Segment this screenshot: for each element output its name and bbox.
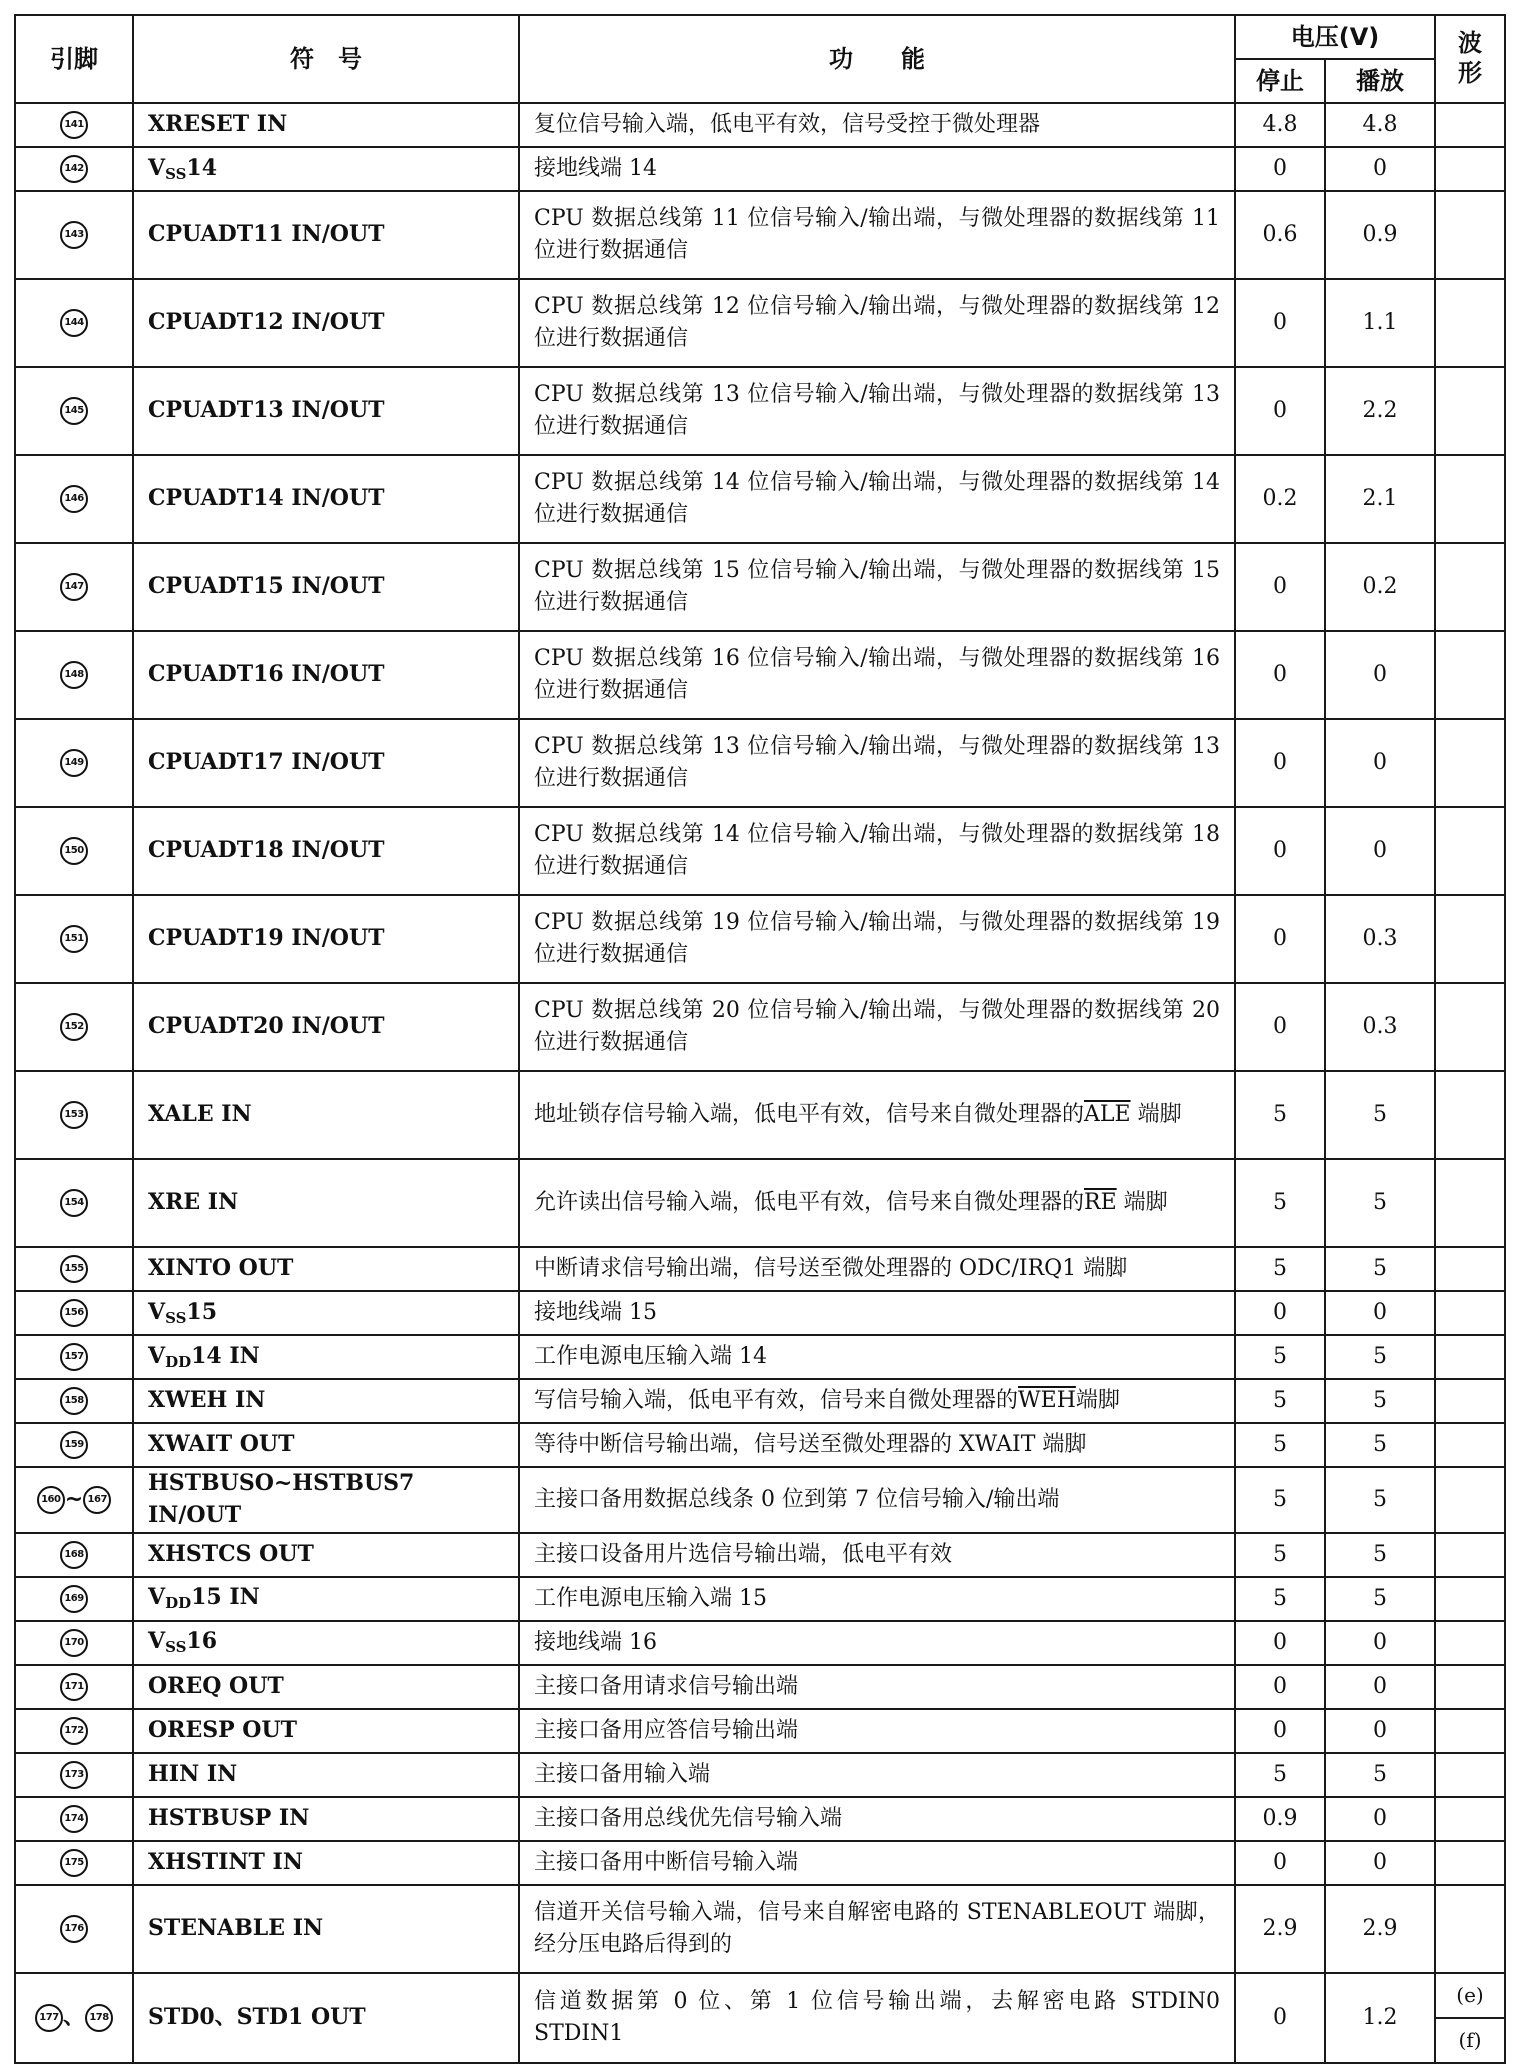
voltage-play-cell: 5 — [1325, 1423, 1435, 1467]
voltage-play-cell: 0 — [1325, 1797, 1435, 1841]
table-row — [15, 895, 1505, 983]
pin-number: 168 — [60, 1541, 88, 1569]
pin-cell — [15, 191, 133, 279]
header-wave-text: 波形 — [1458, 28, 1483, 87]
voltage-stop-cell: 0 — [1235, 1621, 1325, 1665]
waveform-cell — [1435, 1665, 1505, 1709]
table-row — [15, 1665, 1505, 1709]
function-cell: 主接口设备用片选信号输出端，低电平有效 — [519, 1533, 1235, 1577]
voltage-play-cell: 1.2 — [1325, 1973, 1435, 2063]
pin-number: 172 — [60, 1717, 88, 1745]
pin-cell — [15, 1885, 133, 1973]
voltage-stop-cell: 5 — [1235, 1071, 1325, 1159]
pin-function-table — [14, 14, 1506, 2064]
table-row — [15, 1885, 1505, 1973]
pin-number: 141 — [60, 111, 88, 139]
waveform-cell — [1435, 1379, 1505, 1423]
pin-cell — [15, 147, 133, 191]
waveform-cell — [1435, 1753, 1505, 1797]
header-row-1 — [15, 15, 1505, 59]
waveform-cell — [1435, 279, 1505, 367]
voltage-stop-cell: 0 — [1235, 895, 1325, 983]
symbol-prefix: V — [148, 1298, 166, 1325]
waveform-cell — [1435, 631, 1505, 719]
symbol-cell: CPUADT16 IN/OUT — [133, 631, 519, 719]
pin-number: 176 — [60, 1915, 88, 1943]
function-cell: 信道开关信号输入端，信号来自解密电路的 STENABLEOUT 端脚，经分压电路后得到的 — [519, 1885, 1235, 1973]
waveform-cell — [1435, 1291, 1505, 1335]
pin-cell — [15, 1291, 133, 1335]
table-row — [15, 1709, 1505, 1753]
waveform-cell — [1435, 1423, 1505, 1467]
table-row — [15, 1797, 1505, 1841]
pin-cell — [15, 1159, 133, 1247]
waveform-cell — [1435, 1247, 1505, 1291]
symbol-suffix: 14 IN — [191, 1342, 260, 1369]
symbol-cell: STENABLE IN — [133, 1885, 519, 1973]
table-row — [15, 1973, 1505, 2063]
pin-number: 173 — [60, 1761, 88, 1789]
voltage-play-cell: 0 — [1325, 631, 1435, 719]
pin-cell — [15, 719, 133, 807]
voltage-stop-cell: 0 — [1235, 367, 1325, 455]
voltage-stop-cell: 0 — [1235, 279, 1325, 367]
table-row — [15, 1335, 1505, 1379]
pin-number: 148 — [60, 661, 88, 689]
function-cell: CPU 数据总线第 19 位信号输入/输出端，与微处理器的数据线第 19 位进行数据通信 — [519, 895, 1235, 983]
table-body — [15, 103, 1505, 2063]
voltage-play-cell: 0 — [1325, 1665, 1435, 1709]
voltage-stop-cell: 0 — [1235, 983, 1325, 1071]
function-text-tail: 端脚 — [1075, 1388, 1120, 1414]
pin-cell — [15, 983, 133, 1071]
voltage-stop-cell: 5 — [1235, 1533, 1325, 1577]
voltage-stop-cell: 0 — [1235, 1841, 1325, 1885]
table-row — [15, 191, 1505, 279]
symbol-cell: CPUADT15 IN/OUT — [133, 543, 519, 631]
function-cell: CPU 数据总线第 11 位信号输入/输出端，与微处理器的数据线第 11 位进行数据通信 — [519, 191, 1235, 279]
table-row — [15, 103, 1505, 147]
function-overlined-pin: $\overline{RE}$ — [1084, 1190, 1117, 1216]
function-text-tail: 端脚 — [1130, 1102, 1182, 1128]
pin-number: 151 — [60, 925, 88, 953]
function-cell: 主接口备用请求信号输出端 — [519, 1665, 1235, 1709]
waveform-ref-f: (f) — [1458, 2027, 1482, 2052]
voltage-stop-cell: 0 — [1235, 1291, 1325, 1335]
pin-number: 142 — [60, 155, 88, 183]
symbol-cell: XINTO OUT — [133, 1247, 519, 1291]
voltage-play-cell: 5 — [1325, 1247, 1435, 1291]
voltage-play-cell: 5 — [1325, 1379, 1435, 1423]
pin-number: 144 — [60, 309, 88, 337]
pin-range-separator: 、 — [62, 2004, 85, 2030]
function-cell: CPU 数据总线第 14 位信号输入/输出端，与微处理器的数据线第 14 位进行数据通信 — [519, 455, 1235, 543]
symbol-cell: CPUADT20 IN/OUT — [133, 983, 519, 1071]
table-row — [15, 1071, 1505, 1159]
pin-cell — [15, 367, 133, 455]
voltage-play-cell: 5 — [1325, 1753, 1435, 1797]
function-cell: 复位信号输入端，低电平有效，信号受控于微处理器 — [519, 103, 1235, 147]
pin-cell — [15, 1533, 133, 1577]
waveform-ref-e: (e) — [1436, 1974, 1504, 2019]
symbol-suffix: 14 — [186, 154, 218, 181]
voltage-play-cell: 5 — [1325, 1533, 1435, 1577]
pin-cell — [15, 807, 133, 895]
table-row — [15, 455, 1505, 543]
function-cell: 主接口备用中断信号输入端 — [519, 1841, 1235, 1885]
voltage-stop-cell: 4.8 — [1235, 103, 1325, 147]
table-row — [15, 1753, 1505, 1797]
symbol-cell: XALE IN — [133, 1071, 519, 1159]
pin-cell — [15, 1797, 133, 1841]
table-row — [15, 1621, 1505, 1665]
symbol-cell: CPUADT14 IN/OUT — [133, 455, 519, 543]
waveform-cell — [1435, 1071, 1505, 1159]
header-play: 播放 — [1325, 59, 1435, 103]
waveform-cell — [1435, 191, 1505, 279]
symbol-cell: HIN IN — [133, 1753, 519, 1797]
waveform-cell — [1435, 1885, 1505, 1973]
table-row — [15, 631, 1505, 719]
function-cell: 主接口备用输入端 — [519, 1753, 1235, 1797]
header-pin: 引脚 — [15, 15, 133, 103]
pin-number: 154 — [60, 1189, 88, 1217]
table-row — [15, 983, 1505, 1071]
pin-cell — [15, 1621, 133, 1665]
waveform-cell — [1435, 1973, 1505, 2063]
waveform-cell — [1435, 1709, 1505, 1753]
function-cell: 接地线端 14 — [519, 147, 1235, 191]
function-overlined-pin: $\overline{WEH}$ — [1018, 1388, 1076, 1414]
pin-cell — [15, 1247, 133, 1291]
voltage-stop-cell: 5 — [1235, 1753, 1325, 1797]
pin-number: 145 — [60, 397, 88, 425]
pin-cell — [15, 103, 133, 147]
function-cell: CPU 数据总线第 13 位信号输入/输出端，与微处理器的数据线第 13 位进行数据通信 — [519, 367, 1235, 455]
voltage-stop-cell: 0 — [1235, 543, 1325, 631]
pin-number: 156 — [60, 1299, 88, 1327]
symbol-cell: XHSTINT IN — [133, 1841, 519, 1885]
voltage-stop-cell: 0.9 — [1235, 1797, 1325, 1841]
symbol-subscript: DD — [165, 1352, 192, 1371]
voltage-stop-cell: 5 — [1235, 1379, 1325, 1423]
voltage-play-cell: 5 — [1325, 1467, 1435, 1533]
voltage-play-cell: 0 — [1325, 1709, 1435, 1753]
pin-function-table-sheet — [14, 14, 1504, 2064]
voltage-stop-cell: 0 — [1235, 631, 1325, 719]
pin-cell — [15, 895, 133, 983]
pin-number: 175 — [60, 1849, 88, 1877]
waveform-cell — [1435, 719, 1505, 807]
function-text: 允许读出信号输入端，低电平有效，信号来自微处理器的 — [534, 1190, 1085, 1216]
function-cell: 主接口备用应答信号输出端 — [519, 1709, 1235, 1753]
voltage-stop-cell: 0 — [1235, 1709, 1325, 1753]
table-row — [15, 807, 1505, 895]
function-cell: CPU 数据总线第 12 位信号输入/输出端，与微处理器的数据线第 12 位进行数据通信 — [519, 279, 1235, 367]
voltage-play-cell: 0 — [1325, 1841, 1435, 1885]
pin-cell — [15, 455, 133, 543]
symbol-cell: CPUADT17 IN/OUT — [133, 719, 519, 807]
function-text-tail: 端脚 — [1116, 1190, 1168, 1216]
header-symbol: 符 号 — [133, 15, 519, 103]
function-text: 写信号输入端，低电平有效，信号来自微处理器的 — [534, 1388, 1019, 1414]
pin-number: 174 — [60, 1805, 88, 1833]
pin-number: 143 — [60, 221, 88, 249]
pin-cell — [15, 631, 133, 719]
voltage-stop-cell: 0 — [1235, 719, 1325, 807]
voltage-play-cell: 5 — [1325, 1071, 1435, 1159]
table-row — [15, 1423, 1505, 1467]
voltage-play-cell: 0 — [1325, 1291, 1435, 1335]
waveform-cell — [1435, 1159, 1505, 1247]
symbol-cell: HSTBUSP IN — [133, 1797, 519, 1841]
waveform-cell — [1435, 543, 1505, 631]
pin-cell — [15, 1973, 133, 2063]
pin-cell — [15, 1335, 133, 1379]
waveform-split — [1436, 1974, 1504, 2062]
table-row — [15, 279, 1505, 367]
symbol-cell: XWAIT OUT — [133, 1423, 519, 1467]
table-row — [15, 367, 1505, 455]
symbol-cell: CPUADT11 IN/OUT — [133, 191, 519, 279]
pin-cell — [15, 1071, 133, 1159]
symbol-cell: XHSTCS OUT — [133, 1533, 519, 1577]
voltage-play-cell: 0.3 — [1325, 895, 1435, 983]
function-cell — [519, 1379, 1235, 1423]
pin-number-end: 178 — [85, 2004, 113, 2032]
symbol-suffix: 16 — [186, 1628, 218, 1655]
voltage-play-cell: 5 — [1325, 1159, 1435, 1247]
function-cell: 接地线端 15 — [519, 1291, 1235, 1335]
pin-number: 152 — [60, 1013, 88, 1041]
symbol-cell: ORESP OUT — [133, 1709, 519, 1753]
voltage-play-cell: 2.1 — [1325, 455, 1435, 543]
waveform-cell — [1435, 1335, 1505, 1379]
symbol-cell: XWEH IN — [133, 1379, 519, 1423]
function-cell — [519, 1159, 1235, 1247]
pin-number: 170 — [60, 1629, 88, 1657]
voltage-play-cell: 4.8 — [1325, 103, 1435, 147]
symbol-cell: CPUADT13 IN/OUT — [133, 367, 519, 455]
pin-number: 146 — [60, 485, 88, 513]
pin-number: 153 — [60, 1101, 88, 1129]
voltage-play-cell: 1.1 — [1325, 279, 1435, 367]
voltage-play-cell: 0 — [1325, 719, 1435, 807]
symbol-prefix: V — [148, 1584, 166, 1611]
header-voltage: 电压(V) — [1235, 15, 1435, 59]
waveform-cell — [1435, 1577, 1505, 1621]
waveform-cell — [1435, 1621, 1505, 1665]
pin-cell — [15, 279, 133, 367]
symbol-cell: OREQ OUT — [133, 1665, 519, 1709]
function-cell: CPU 数据总线第 13 位信号输入/输出端，与微处理器的数据线第 13 位进行数据通信 — [519, 719, 1235, 807]
waveform-cell — [1435, 147, 1505, 191]
voltage-stop-cell: 0 — [1235, 1973, 1325, 2063]
voltage-stop-cell: 5 — [1235, 1577, 1325, 1621]
waveform-cell — [1435, 367, 1505, 455]
table-row — [15, 1467, 1505, 1533]
waveform-cell — [1435, 1841, 1505, 1885]
voltage-stop-cell: 5 — [1235, 1335, 1325, 1379]
symbol-cell: CPUADT18 IN/OUT — [133, 807, 519, 895]
voltage-play-cell: 0 — [1325, 147, 1435, 191]
function-cell: 中断请求信号输出端，信号送至微处理器的 ODC/IRQ1 端脚 — [519, 1247, 1235, 1291]
voltage-play-cell: 0.3 — [1325, 983, 1435, 1071]
symbol-subscript: DD — [165, 1594, 192, 1613]
pin-number: 147 — [60, 573, 88, 601]
pin-cell — [15, 1753, 133, 1797]
voltage-stop-cell: 0 — [1235, 1665, 1325, 1709]
function-cell: 等待中断信号输出端，信号送至微处理器的 XWAIT 端脚 — [519, 1423, 1235, 1467]
symbol-cell: CPUADT19 IN/OUT — [133, 895, 519, 983]
table-row — [15, 1533, 1505, 1577]
table-row — [15, 1247, 1505, 1291]
pin-cell — [15, 1577, 133, 1621]
waveform-cell — [1435, 1467, 1505, 1533]
symbol-prefix: V — [148, 1628, 166, 1655]
table-row — [15, 1159, 1505, 1247]
symbol-prefix: V — [148, 1342, 166, 1369]
waveform-cell — [1435, 895, 1505, 983]
table-row — [15, 147, 1505, 191]
table-row — [15, 719, 1505, 807]
waveform-cell — [1435, 1797, 1505, 1841]
header-wave — [1435, 15, 1505, 103]
voltage-stop-cell: 5 — [1235, 1247, 1325, 1291]
function-cell: 接地线端 16 — [519, 1621, 1235, 1665]
symbol-cell: HSTBUSO~HSTBUS7 IN/OUT — [133, 1467, 519, 1533]
function-cell — [519, 1071, 1235, 1159]
pin-cell — [15, 1665, 133, 1709]
function-overlined-pin: $\overline{ALE}$ — [1084, 1102, 1131, 1128]
pin-cell — [15, 543, 133, 631]
function-cell: CPU 数据总线第 15 位信号输入/输出端，与微处理器的数据线第 15 位进行数据通信 — [519, 543, 1235, 631]
voltage-play-cell: 0 — [1325, 1621, 1435, 1665]
table-row — [15, 543, 1505, 631]
pin-number: 157 — [60, 1343, 88, 1371]
function-cell: 工作电源电压输入端 14 — [519, 1335, 1235, 1379]
symbol-cell — [133, 1291, 519, 1335]
symbol-subscript: SS — [165, 1638, 187, 1657]
function-cell: 信道数据第 0 位、第 1 位信号输出端，去解密电路 STDIN0 STDIN1 — [519, 1973, 1235, 2063]
symbol-cell — [133, 147, 519, 191]
waveform-cell — [1435, 455, 1505, 543]
voltage-stop-cell: 5 — [1235, 1159, 1325, 1247]
waveform-cell — [1435, 1533, 1505, 1577]
voltage-stop-cell: 0.6 — [1235, 191, 1325, 279]
symbol-subscript: SS — [165, 164, 187, 183]
table-row — [15, 1291, 1505, 1335]
symbol-cell: XRE IN — [133, 1159, 519, 1247]
pin-range-separator: ~ — [64, 1486, 84, 1512]
symbol-cell — [133, 1577, 519, 1621]
function-cell: CPU 数据总线第 16 位信号输入/输出端，与微处理器的数据线第 16 位进行数据通信 — [519, 631, 1235, 719]
voltage-stop-cell: 0.2 — [1235, 455, 1325, 543]
symbol-cell: XRESET IN — [133, 103, 519, 147]
pin-number: 150 — [60, 837, 88, 865]
voltage-play-cell: 5 — [1325, 1335, 1435, 1379]
table-row — [15, 1841, 1505, 1885]
header-function: 功 能 — [519, 15, 1235, 103]
symbol-cell: STD0、STD1 OUT — [133, 1973, 519, 2063]
function-cell: 工作电源电压输入端 15 — [519, 1577, 1235, 1621]
pin-number: 171 — [60, 1673, 88, 1701]
function-cell: CPU 数据总线第 14 位信号输入/输出端，与微处理器的数据线第 18 位进行数据通信 — [519, 807, 1235, 895]
voltage-play-cell: 0 — [1325, 807, 1435, 895]
pin-cell — [15, 1467, 133, 1533]
symbol-suffix: 15 IN — [191, 1584, 260, 1611]
pin-number-end: 167 — [83, 1486, 111, 1514]
function-cell: 主接口备用数据总线条 0 位到第 7 位信号输入/输出端 — [519, 1467, 1235, 1533]
voltage-play-cell: 5 — [1325, 1577, 1435, 1621]
pin-number: 155 — [60, 1255, 88, 1283]
function-text: 地址锁存信号输入端，低电平有效，信号来自微处理器的 — [534, 1102, 1085, 1128]
header-stop: 停止 — [1235, 59, 1325, 103]
symbol-cell: CPUADT12 IN/OUT — [133, 279, 519, 367]
pin-number-start: 177 — [35, 2004, 63, 2032]
voltage-stop-cell: 0 — [1235, 807, 1325, 895]
voltage-stop-cell: 2.9 — [1235, 1885, 1325, 1973]
symbol-cell — [133, 1621, 519, 1665]
symbol-suffix: 15 — [186, 1298, 218, 1325]
pin-cell — [15, 1379, 133, 1423]
waveform-cell — [1435, 807, 1505, 895]
pin-number: 169 — [60, 1585, 88, 1613]
pin-cell — [15, 1709, 133, 1753]
pin-cell — [15, 1423, 133, 1467]
voltage-stop-cell: 0 — [1235, 147, 1325, 191]
symbol-subscript: SS — [165, 1308, 187, 1327]
pin-number-start: 160 — [37, 1486, 65, 1514]
symbol-prefix: V — [148, 154, 166, 181]
voltage-play-cell: 2.9 — [1325, 1885, 1435, 1973]
waveform-cell — [1435, 983, 1505, 1071]
table-row — [15, 1379, 1505, 1423]
voltage-play-cell: 0.2 — [1325, 543, 1435, 631]
function-cell: CPU 数据总线第 20 位信号输入/输出端，与微处理器的数据线第 20 位进行数据通信 — [519, 983, 1235, 1071]
pin-cell — [15, 1841, 133, 1885]
symbol-cell — [133, 1335, 519, 1379]
table-row — [15, 1577, 1505, 1621]
waveform-cell — [1435, 103, 1505, 147]
voltage-play-cell: 2.2 — [1325, 367, 1435, 455]
voltage-stop-cell: 5 — [1235, 1423, 1325, 1467]
voltage-play-cell: 0.9 — [1325, 191, 1435, 279]
voltage-stop-cell: 5 — [1235, 1467, 1325, 1533]
pin-number: 159 — [60, 1431, 88, 1459]
pin-number: 158 — [60, 1387, 88, 1415]
pin-number: 149 — [60, 749, 88, 777]
function-cell: 主接口备用总线优先信号输入端 — [519, 1797, 1235, 1841]
